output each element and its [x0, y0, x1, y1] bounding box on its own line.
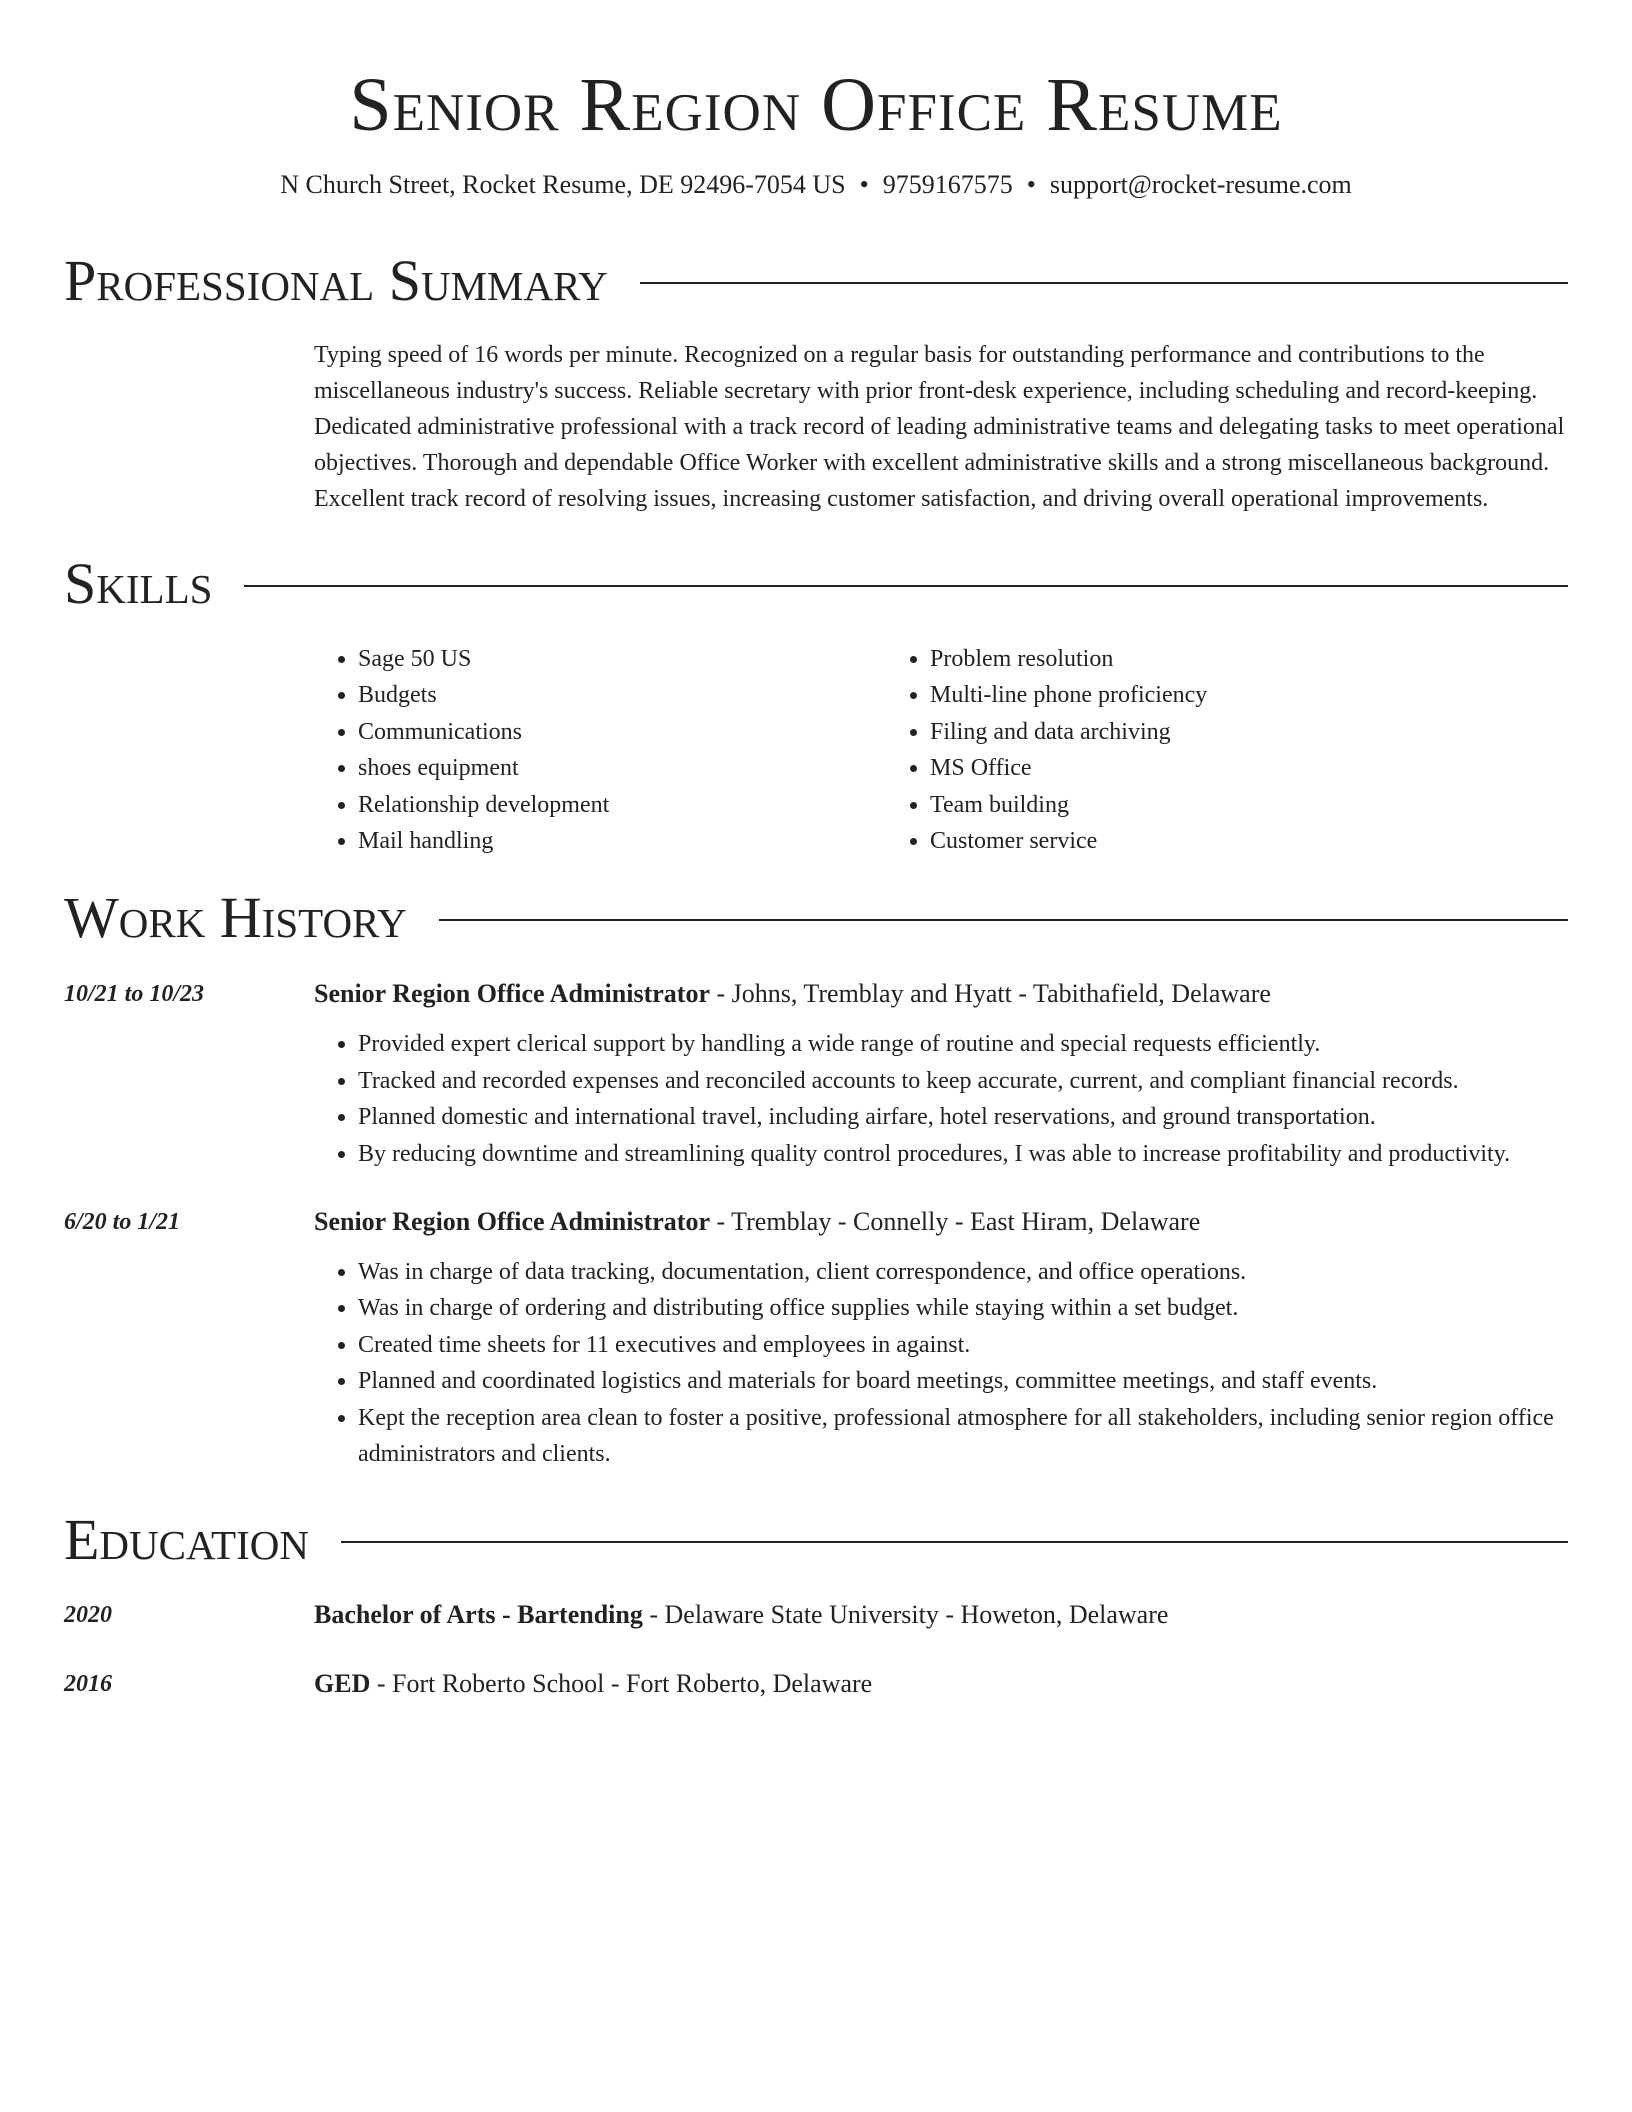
education-degree: GED [314, 1668, 371, 1698]
resume-title: Senior Region Office Resume [349, 63, 1283, 147]
work-bullet: • Planned domestic and international travel, including airfare, hotel reservations, and ground transportation. [358, 1099, 1568, 1135]
work-bullet: • By reducing downtime and streamlining quality control procedures, I was able to increase profitability and productivity. [358, 1136, 1568, 1172]
education-title-line [314, 1666, 1568, 1702]
section-title-work: Work History [64, 885, 407, 951]
skill-item: • Multi-line phone proficiency [930, 677, 1458, 713]
work-bullet: • Provided expert clerical support by handling a wide range of routine and special requests efficiently. [358, 1026, 1568, 1062]
work-bullets [314, 1254, 1568, 1472]
contact-phone: 9759167575 [882, 170, 1013, 199]
education-degree: Bachelor of Arts - Bartending [314, 1599, 643, 1629]
skills-block [314, 641, 1568, 859]
job-title: Senior Region Office Administrator [314, 979, 710, 1009]
work-entry [64, 976, 1568, 1172]
section-header-education [64, 1505, 1568, 1575]
work-bullet: • Kept the reception area clean to foster a positive, professional atmosphere for all stakeholders, including senior region office administrators and clients. [358, 1400, 1568, 1473]
section-title-skills: Skills [64, 551, 213, 616]
section-header-summary [64, 246, 1568, 316]
work-bullet: • Planned and coordinated logistics and materials for board meetings, committee meetings, and staff events. [358, 1363, 1568, 1399]
work-title-line [314, 1204, 1568, 1240]
work-entry [64, 1204, 1568, 1472]
education-entry-body [314, 1666, 1568, 1702]
education-school: - Delaware State University - Howeton, Delaware [642, 1599, 1169, 1629]
section-header-skills [64, 549, 1568, 619]
contact-line [64, 168, 1568, 202]
skill-item: • Sage 50 US [358, 641, 886, 677]
summary-block [314, 337, 1568, 517]
work-bullets [314, 1026, 1568, 1172]
skills-list-right [886, 641, 1458, 859]
education-year: 2016 [64, 1670, 112, 1697]
section-divider [439, 919, 1568, 921]
skills-list-left [314, 641, 886, 859]
resume-page [64, 0, 1568, 1702]
education-entry [64, 1597, 1568, 1633]
skill-item: • Problem resolution [930, 641, 1458, 677]
education-entry [64, 1666, 1568, 1702]
job-title: Senior Region Office Administrator [314, 1207, 710, 1237]
contact-separator: • [859, 170, 869, 199]
education-entry-body [314, 1597, 1568, 1633]
contact-separator: • [1026, 170, 1036, 199]
work-entry-body [314, 1204, 1568, 1472]
contact-email[interactable]: support@rocket-resume.com [1049, 170, 1352, 199]
section-divider [640, 282, 1568, 284]
work-dates: 10/21 to 10/23 [64, 981, 205, 1008]
work-bullet: • Created time sheets for 11 executives and employees in against. [358, 1327, 1568, 1363]
work-bullet: • Was in charge of data tracking, documentation, client correspondence, and office operations. [358, 1254, 1568, 1290]
skill-item: • Filing and data archiving [930, 714, 1458, 750]
skill-item: • MS Office [930, 750, 1458, 786]
contact-address: N Church Street, Rocket Resume, DE 92496-7054 US [280, 170, 846, 199]
work-bullet: • Tracked and recorded expenses and reconciled accounts to keep accurate, current, and compliant financial records. [358, 1063, 1568, 1099]
summary-text: Typing speed of 16 words per minute. Recognized on a regular basis for outstanding performance and contributions to the miscellaneous industry's success. Reliable secretary with prior front-desk experience, including scheduling and record-keeping. Dedicated administrative professional with a track record of leading administrative teams and delegating tasks to meet operational objectives. Thorough and dependable Office Worker with excellent administrative skills and a strong miscellaneous background. Excellent track record of resolving issues, increasing customer satisfaction, and driving overall operational improvements. [314, 342, 1565, 512]
skill-item: • Mail handling [358, 823, 886, 859]
skill-item: • Customer service [930, 823, 1458, 859]
job-company: - Johns, Tremblay and Hyatt - Tabithafield, Delaware [709, 979, 1271, 1009]
section-header-work [64, 883, 1568, 953]
work-entry-body [314, 976, 1568, 1172]
education-school: - Fort Roberto School - Fort Roberto, Delaware [370, 1668, 873, 1698]
job-company: - Tremblay - Connelly - East Hiram, Delaware [709, 1207, 1201, 1237]
skill-item: • Team building [930, 787, 1458, 823]
education-year: 2020 [64, 1601, 112, 1628]
skill-item: • Communications [358, 714, 886, 750]
work-title-line [314, 976, 1568, 1012]
skill-item: • shoes equipment [358, 750, 886, 786]
section-title-education: Education [64, 1506, 309, 1572]
education-title-line [314, 1597, 1568, 1633]
work-dates: 6/20 to 1/21 [64, 1209, 181, 1236]
skill-item: • Budgets [358, 677, 886, 713]
skill-item: • Relationship development [358, 787, 886, 823]
section-title-summary: Professional Summary [64, 248, 608, 313]
work-bullet: • Was in charge of ordering and distributing office supplies while staying within a set budget. [358, 1290, 1568, 1326]
section-divider [341, 1541, 1568, 1543]
section-divider [244, 585, 1568, 587]
